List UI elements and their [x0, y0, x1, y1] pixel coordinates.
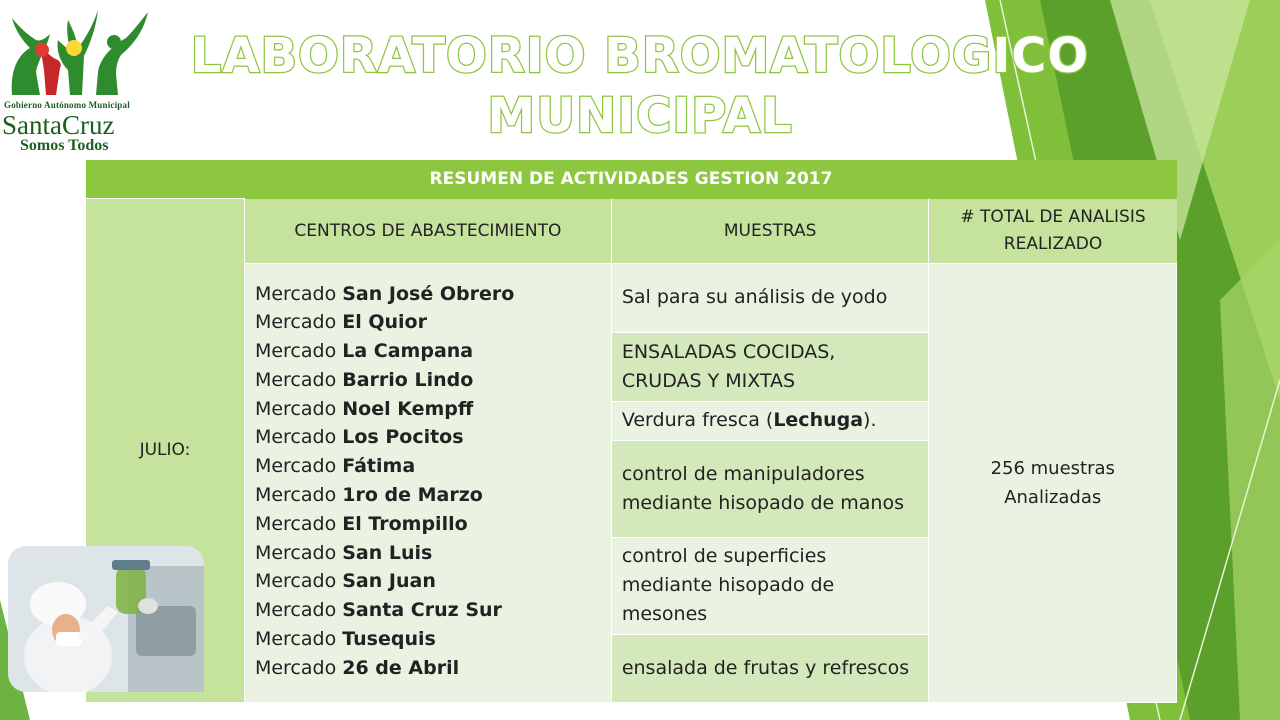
market-prefix: Mercado — [254, 282, 343, 305]
table-header: RESUMEN DE ACTIVIDADES GESTION 2017 — [86, 160, 1177, 199]
total-analysis-cell — [929, 263, 1177, 702]
market-prefix: Mercado — [254, 455, 343, 478]
market-prefix: Mercado — [254, 368, 343, 391]
municipal-logo — [0, 0, 160, 160]
market-item — [255, 539, 611, 568]
sample-row: control de manipuladores mediante hisopado de manos — [611, 440, 929, 537]
market-prefix: Mercado — [254, 512, 343, 535]
market-name: Los Pocitos — [342, 426, 464, 449]
market-item — [255, 596, 611, 625]
market-item — [255, 280, 611, 309]
market-name: 26 de Abril — [342, 656, 460, 679]
market-name: San Luis — [342, 541, 433, 564]
page-title — [160, 26, 1120, 146]
logo-line-2: SantaCruz — [2, 110, 115, 140]
market-prefix: Mercado — [254, 397, 343, 420]
column-header-total: # TOTAL DE ANALISIS REALIZADO — [929, 199, 1177, 264]
activities-summary-table — [85, 160, 1177, 703]
market-item — [255, 452, 611, 481]
logo-line-3: Somos Todos — [20, 137, 109, 154]
sample-highlight: Lechuga — [773, 409, 864, 431]
market-name: San José Obrero — [342, 282, 515, 305]
market-name: Fátima — [342, 455, 416, 478]
logo-figures-icon — [0, 0, 160, 100]
sample-row: Verdura fresca (Lechuga). — [611, 401, 929, 440]
market-name: Santa Cruz Sur — [342, 599, 502, 622]
column-header-centers: CENTROS DE ABASTECIMIENTO — [244, 199, 611, 264]
market-prefix: Mercado — [254, 311, 343, 334]
market-prefix: Mercado — [254, 340, 343, 363]
market-prefix: Mercado — [254, 541, 343, 564]
market-name: San Juan — [342, 570, 436, 593]
page-title-line-2: MUNICIPAL — [487, 88, 793, 144]
market-prefix: Mercado — [254, 426, 343, 449]
markets-list — [255, 280, 611, 683]
lab-photo — [8, 546, 204, 692]
market-item — [255, 481, 611, 510]
market-item — [255, 567, 611, 596]
market-item — [255, 308, 611, 337]
market-item — [255, 654, 611, 683]
sample-row: ENSALADAS COCIDAS, CRUDAS Y MIXTAS — [611, 332, 929, 401]
market-item — [255, 366, 611, 395]
total-line-2: Analizadas — [1004, 486, 1102, 508]
period-cell: JULIO: — [86, 199, 245, 703]
market-name: El Quior — [342, 311, 427, 334]
sample-row: control de superficies mediante hisopado de mesones — [611, 537, 929, 634]
market-item — [255, 337, 611, 366]
page-title-line-1: LABORATORIO BROMATOLOGICO — [190, 28, 1090, 84]
logo-line-1: Gobierno Autónomo Municipal — [4, 100, 130, 110]
sample-row: Sal para su análisis de yodo — [611, 263, 929, 332]
market-prefix: Mercado — [254, 484, 343, 507]
column-header-samples: MUESTRAS — [611, 199, 929, 264]
total-line-1: 256 muestras — [990, 457, 1115, 479]
market-item — [255, 625, 611, 654]
market-name: Tusequis — [342, 628, 436, 651]
market-item — [255, 395, 611, 424]
market-name: El Trompillo — [342, 512, 468, 535]
market-prefix: Mercado — [254, 599, 343, 622]
market-name: La Campana — [342, 340, 474, 363]
market-prefix: Mercado — [254, 628, 343, 651]
market-name: 1ro de Marzo — [342, 484, 483, 507]
market-name: Noel Kempff — [342, 397, 474, 420]
markets-cell — [244, 263, 611, 702]
market-item — [255, 423, 611, 452]
market-item — [255, 510, 611, 539]
sample-row: ensalada de frutas y refrescos — [611, 634, 929, 702]
market-name: Barrio Lindo — [342, 368, 474, 391]
market-prefix: Mercado — [254, 570, 343, 593]
market-prefix: Mercado — [254, 656, 343, 679]
